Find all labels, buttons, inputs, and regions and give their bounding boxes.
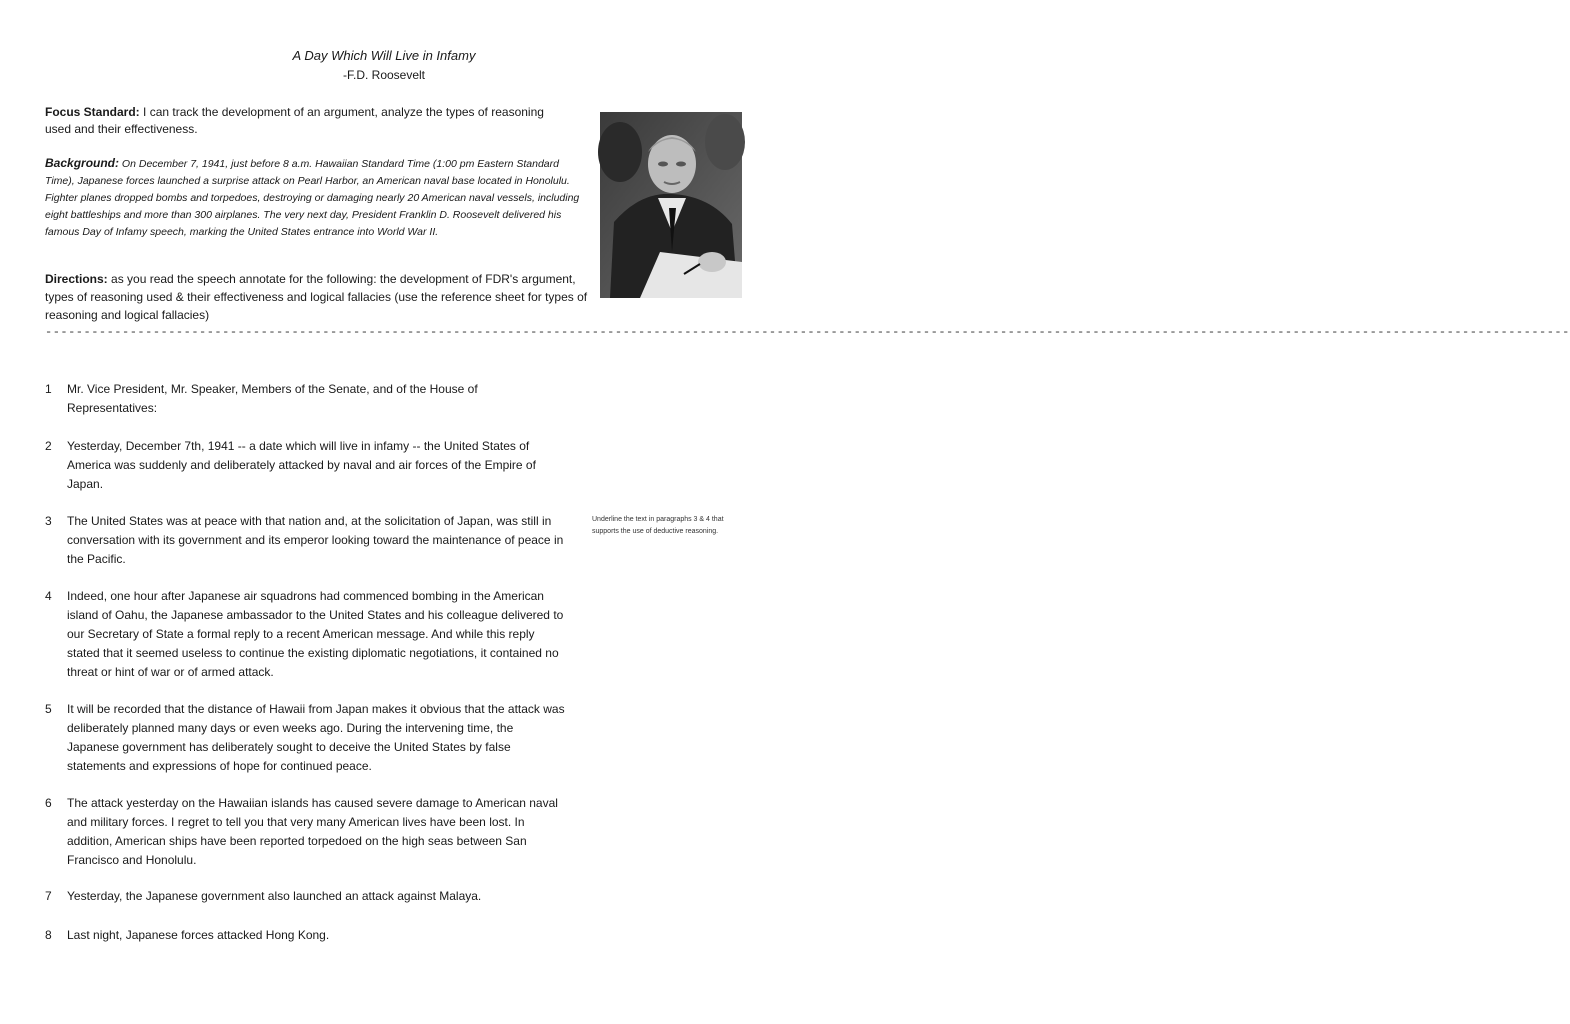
speech-paragraph xyxy=(45,926,565,945)
paragraph-text: Mr. Vice President, Mr. Speaker, Members of the Senate, and of the House of Representatives: xyxy=(67,382,478,415)
speech-paragraph xyxy=(45,587,565,682)
speech-paragraph xyxy=(45,700,565,776)
document-author: -F.D. Roosevelt xyxy=(342,68,426,82)
focus-text: I can track the development of an argument, analyze the types of reasoning used and their effectiveness. xyxy=(45,105,544,136)
paragraph-text: The attack yesterday on the Hawaiian islands has caused severe damage to American naval and military forces. I regret to tell you that very many American lives have been lost. In addition, American ships have been reported torpedoed on the high seas between San Francisco and Honolulu. xyxy=(67,796,558,867)
paragraph-text: The United States was at peace with that nation and, at the solicitation of Japan, was still in conversation with its government and its emperor looking toward the maintenance of peace in the Pacific. xyxy=(67,514,564,566)
background-text: On December 7, 1941, just before 8 a.m. Hawaiian Standard Time (1:00 pm Eastern Standard Time), Japanese forces launched a surprise attack on Pearl Harbor, an American naval base located in Honolulu. Fighter planes dropped bombs and torpedoes, destroying or damaging nearly 20 American naval vessels, including eight battleships and more than 300 airplanes. The very next day, President Franklin D. Roosevelt delivered his famous Day of Infamy speech, marking the United States entrance into World War II. xyxy=(45,158,580,238)
paragraph-text: Indeed, one hour after Japanese air squadrons had commenced bombing in the American island of Oahu, the Japanese ambassador to the United States and his colleague delivered to our Secretary of State a formal reply to a recent American message. And while this reply stated that it seemed useless to continue the existing diplomatic negotiations, it contained no threat or hint of war or of armed attack. xyxy=(67,589,564,679)
paragraph-text: Last night, Japanese forces attacked Hong Kong. xyxy=(67,928,330,942)
roosevelt-photo xyxy=(600,112,742,298)
speech-paragraph xyxy=(45,794,565,870)
paragraph-text: It will be recorded that the distance of Hawaii from Japan makes it obvious that the attack was deliberately planned many days or even weeks ago. During the intervening time, the Japanese government has deliberately sought to deceive the United States by false statements and expressions of hope for continued peace. xyxy=(67,702,565,773)
focus-label: Focus Standard: xyxy=(45,105,140,119)
background-label: Background: xyxy=(45,156,120,170)
paragraph-number: 1 xyxy=(45,382,52,396)
side-annotation-note: Underline the text in paragraphs 3 & 4 that supports the use of deductive reasoning. xyxy=(592,516,724,535)
section-divider: ------------------------------------------------------------------------------------------------------------------------------------------------------------------------------------------------------ xyxy=(45,325,1570,339)
speech-paragraph xyxy=(45,437,565,494)
paragraph-number: 2 xyxy=(45,439,52,453)
paragraph-text: Yesterday, December 7th, 1941 -- a date which will live in infamy -- the United States of America was suddenly and deliberately attacked by naval and air forces of the Empire of Japan. xyxy=(67,439,536,491)
paragraph-text: Yesterday, the Japanese government also launched an attack against Malaya. xyxy=(67,889,482,903)
paragraph-number: 7 xyxy=(45,889,52,903)
directions-text: as you read the speech annotate for the following: the development of FDR's argument, types of reasoning used & their effectiveness and logical fallacies (use the reference sheet for types of reasoning and logical fallacies) xyxy=(45,272,588,322)
speech-paragraph xyxy=(45,512,565,569)
speech-paragraph xyxy=(45,380,565,418)
focus-standard xyxy=(45,104,570,138)
speech-paragraph xyxy=(45,887,565,906)
directions-section xyxy=(45,270,590,324)
document-title: A Day Which Will Live in Infamy xyxy=(292,48,476,63)
directions-label: Directions: xyxy=(45,272,108,286)
paragraph-number: 6 xyxy=(45,796,52,810)
paragraph-number: 8 xyxy=(45,928,52,942)
paragraph-number: 4 xyxy=(45,589,52,603)
paragraph-number: 5 xyxy=(45,702,52,716)
background-section xyxy=(45,155,580,241)
paragraph-number: 3 xyxy=(45,514,52,528)
